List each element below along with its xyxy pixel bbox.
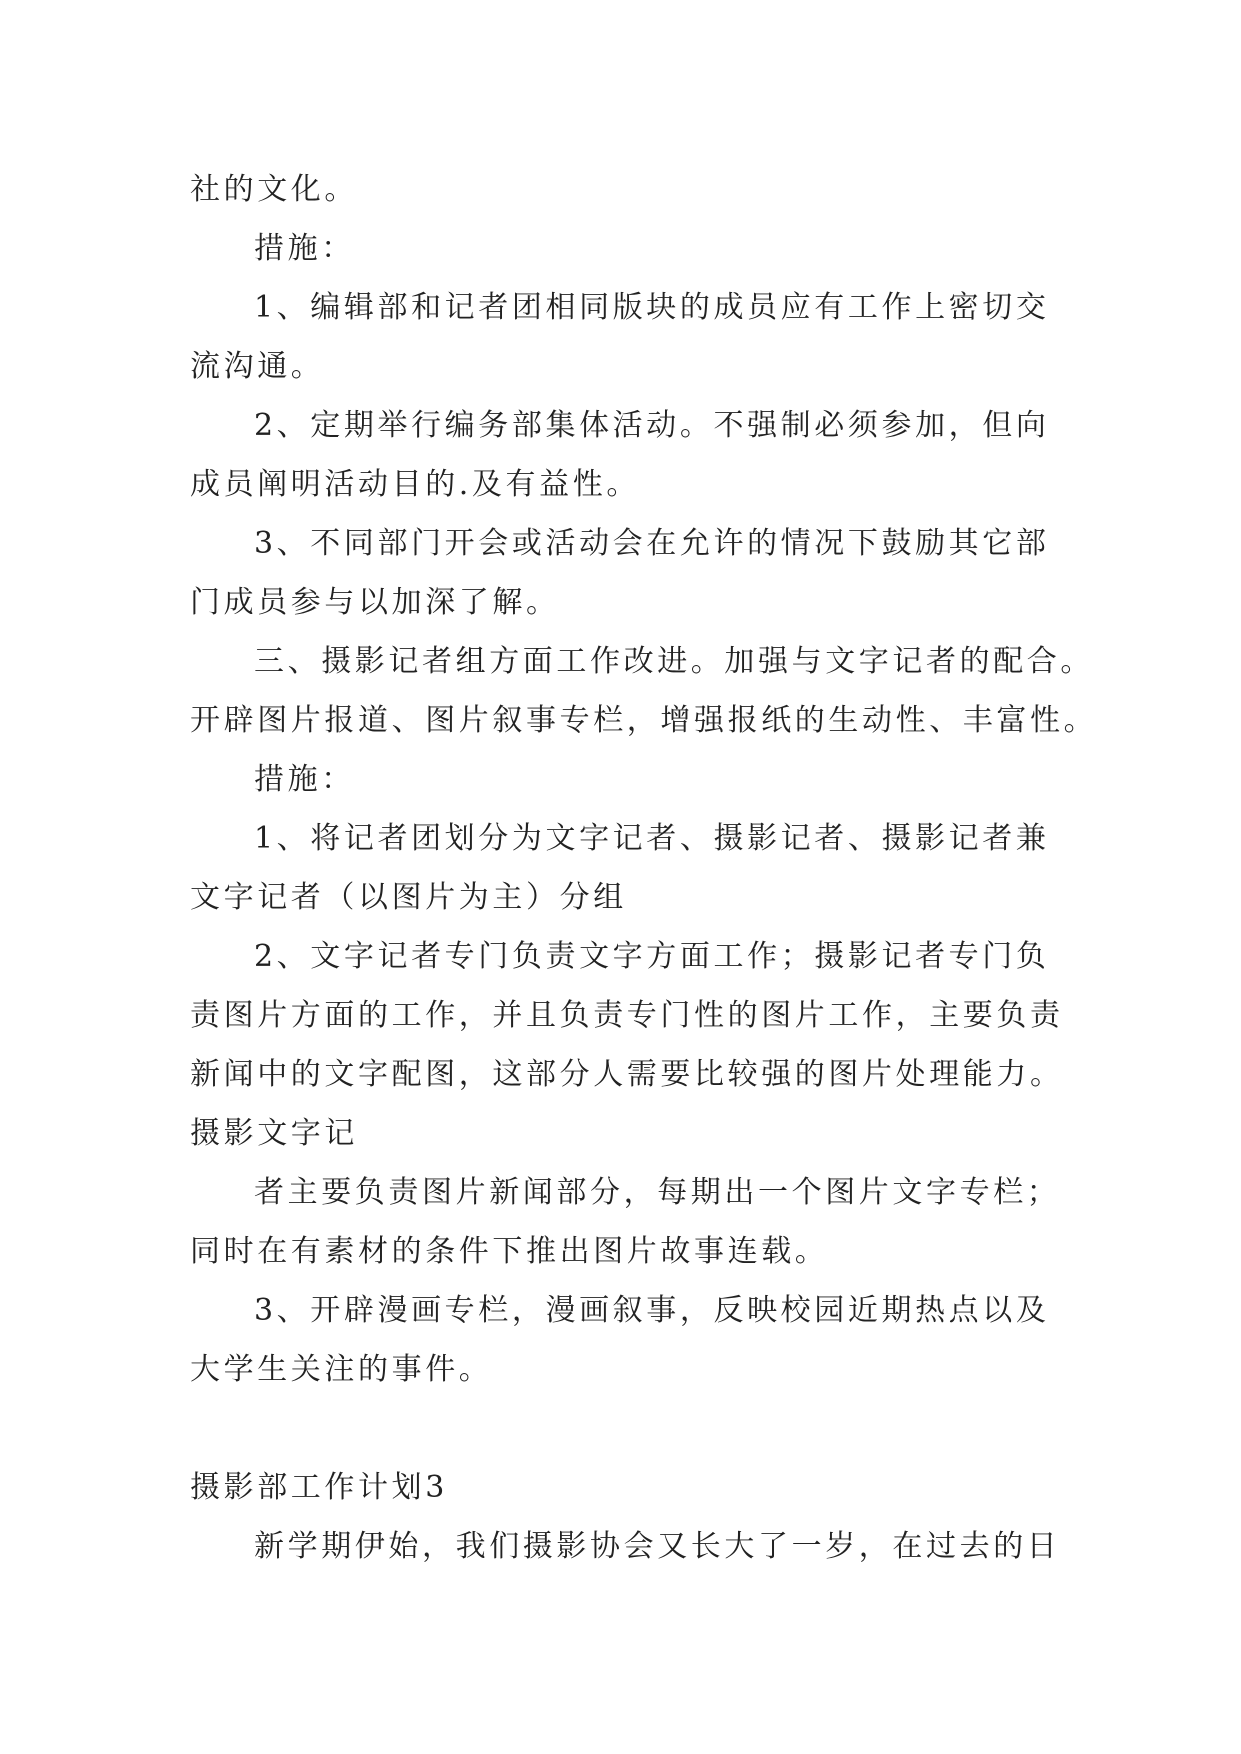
text-line: 3、不同部门开会或活动会在允许的情况下鼓励其它部 — [254, 526, 1050, 561]
text-line: 新闻中的文字配图，这部分人需要比较强的图片处理能力。 — [190, 1057, 1064, 1092]
section-gap — [190, 1399, 1050, 1458]
text-line: 者主要负责图片新闻部分，每期出一个图片文字专栏； — [254, 1175, 1061, 1210]
text-line: 三、摄影记者组方面工作改进。加强与文字记者的配合。 — [254, 644, 1094, 679]
text-line: 开辟图片报道、图片叙事专栏，增强报纸的生动性、丰富性。 — [190, 703, 1098, 738]
text-line: 3、开辟漫画专栏，漫画叙事，反映校园近期热点以及 — [254, 1293, 1050, 1328]
text-line: 大学生关注的事件。 — [190, 1352, 493, 1387]
text-line: 1、编辑部和记者团相同版块的成员应有工作上密切交 — [254, 290, 1050, 325]
text-line: 门成员参与以加深了解。 — [190, 585, 560, 620]
text-line: 摄影文字记 — [190, 1116, 358, 1151]
text-line: 措施： — [254, 231, 355, 266]
text-line: 措施： — [254, 762, 355, 797]
text-line: 文字记者（以图片为主）分组 — [190, 880, 627, 915]
text-line: 流沟通。 — [190, 349, 325, 384]
paragraph-lines — [190, 160, 1098, 1399]
document-body — [190, 160, 1098, 1576]
text-line: 责图片方面的工作，并且负责专门性的图片工作，主要负责 — [190, 998, 1064, 1033]
text-line: 成员阐明活动目的.及有益性。 — [190, 467, 640, 502]
text-line: 社的文化。 — [190, 172, 358, 207]
text-line: 2、文字记者专门负责文字方面工作；摄影记者专门负 — [254, 939, 1050, 974]
text-line: 同时在有素材的条件下推出图片故事连载。 — [190, 1234, 829, 1269]
text-line: 1、将记者团划分为文字记者、摄影记者、摄影记者兼 — [254, 821, 1050, 856]
section-first-line: 新学期伊始，我们摄影协会又长大了一岁，在过去的日 — [254, 1529, 1061, 1564]
text-line: 2、定期举行编务部集体活动。不强制必须参加，但向 — [254, 408, 1050, 443]
section-title: 摄影部工作计划3 — [190, 1470, 448, 1505]
